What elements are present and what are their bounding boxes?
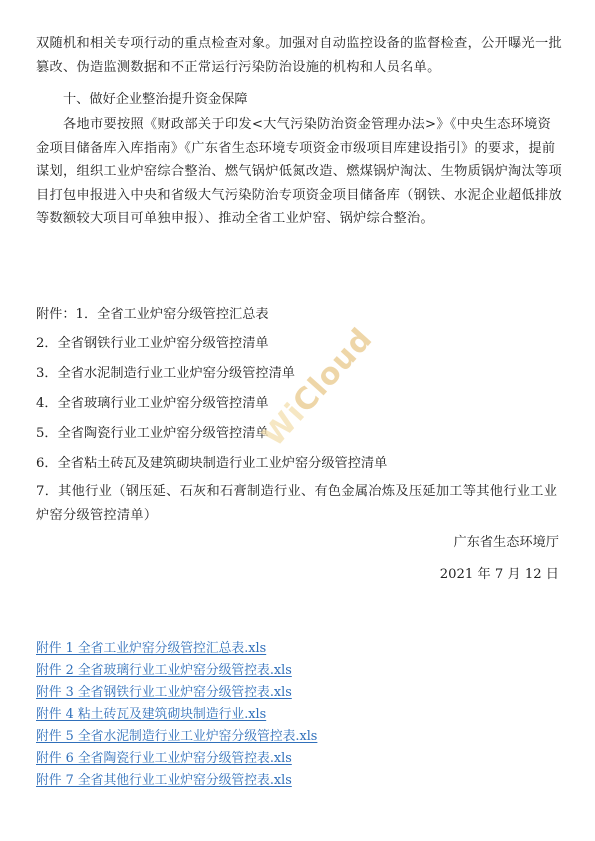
- attachment-item-6: 6．全省粘土砖瓦及建筑砌块制造行业工业炉窑分级管控清单: [36, 456, 388, 471]
- file-link-1[interactable]: 附件 1 全省工业炉窑分级管控汇总表.xls: [36, 641, 267, 656]
- paragraph-intro: 双随机和相关专项行动的重点检查对象。加强对自动监控设备的监督检查，公开曝光一批篡改、伪造监测数据和不正常运行污染防治设施的机构和人员名单。: [36, 36, 563, 75]
- attachment-item-7: 7．其他行业（钢压延、石灰和石膏制造行业、有色金属冶炼及压延加工等其他行业工业炉窑分级管控清单）: [36, 484, 558, 523]
- file-link-4[interactable]: 附件 4 粘土砖瓦及建筑砌块制造行业.xls: [36, 707, 267, 722]
- signature-org: 广东省生态环境厅: [453, 535, 559, 550]
- file-link-6[interactable]: 附件 6 全省陶瓷行业工业炉窑分级管控表.xls: [36, 751, 292, 766]
- attachment-item-1: 附件：1．全省工业炉窑分级管控汇总表: [36, 307, 269, 322]
- attachment-item-4: 4．全省玻璃行业工业炉窑分级管控清单: [36, 396, 269, 411]
- wicloud-watermark: [256, 321, 380, 453]
- file-link-7[interactable]: 附件 7 全省其他行业工业炉窑分级管控表.xls: [36, 773, 292, 788]
- section-heading-10: 十、做好企业整治提升资金保障: [63, 92, 248, 107]
- signature-date: 2021 年 7 月 12 日: [439, 567, 559, 582]
- file-link-5[interactable]: 附件 5 全省水泥制造行业工业炉窑分级管控表.xls: [36, 729, 318, 744]
- file-link-2[interactable]: 附件 2 全省玻璃行业工业炉窑分级管控表.xls: [36, 663, 292, 678]
- paragraph-section-10: 各地市要按照《财政部关于印发<大气污染防治资金管理办法>》《中央生态环境资金项目储备库入库指南》《广东省生态环境专项资金市级项目库建设指引》的要求，提前谋划，组织工业炉窑综合整治、燃气锅炉低氮改造、燃煤锅炉淘汰、生物质锅炉淘汰等项目打包申报进入中央和省级大气污染防治专项资金项目储备库（钢铁、水泥企业超低排放等数额较大项目可单独申报）、推动全省工业炉窑、锅炉综合整治。: [36, 117, 563, 226]
- attachment-item-5: 5．全省陶瓷行业工业炉窑分级管控清单: [36, 426, 269, 441]
- watermark-text-b: Cloud: [286, 321, 380, 420]
- attachment-item-3: 3．全省水泥制造行业工业炉窑分级管控清单: [36, 366, 295, 381]
- watermark-text-a: Wi: [256, 396, 313, 454]
- file-link-3[interactable]: 附件 3 全省钢铁行业工业炉窑分级管控表.xls: [36, 685, 292, 700]
- attachment-item-2: 2．全省钢铁行业工业炉窑分级管控清单: [36, 336, 269, 351]
